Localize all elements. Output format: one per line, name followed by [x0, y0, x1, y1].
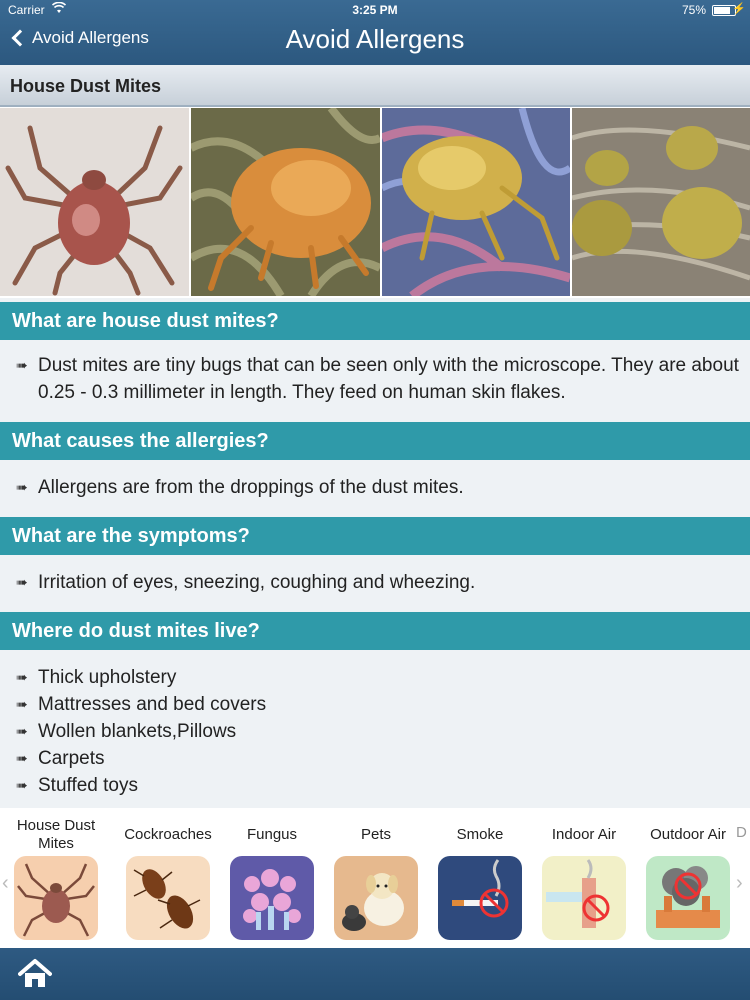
bullet-text: Thick upholstery: [38, 667, 177, 688]
category-cockroaches[interactable]: [116, 808, 220, 948]
indoor-air-icon: [542, 856, 626, 940]
category-indoor-air[interactable]: [532, 808, 636, 948]
category-house-dust-mites[interactable]: [4, 808, 108, 948]
arrow-bullet-icon: ➠: [16, 777, 28, 793]
home-icon: [18, 958, 52, 990]
chevron-right-icon[interactable]: ›: [736, 872, 743, 894]
category-fungus[interactable]: [220, 808, 324, 948]
section-header: [0, 65, 750, 107]
bottom-bar: [0, 948, 750, 1000]
arrow-bullet-icon: ➠: [16, 723, 28, 739]
answer-block-3: [0, 569, 750, 596]
bullet-text: Stuffed toys: [38, 775, 138, 796]
arrow-bullet-icon: ➠: [16, 574, 28, 590]
home-button[interactable]: [18, 958, 52, 990]
bullet-text: Dust mites are tiny bugs that can be seen only with the microscope. They are about 0.25 - 0.3 millimeter in length. They feed on human skin flakes.: [38, 355, 739, 403]
arrow-bullet-icon: ➠: [16, 696, 28, 712]
answer-block-2: [0, 474, 750, 501]
answer-block-1: [0, 352, 750, 406]
category-overflow-label[interactable]: D: [736, 824, 747, 841]
bullet-text: Allergens are from the droppings of the dust mites.: [38, 477, 464, 498]
dust-mite-illustration-image: [0, 108, 189, 296]
battery-percent: 75%: [681, 3, 706, 17]
status-bar: [0, 0, 750, 20]
question-text-2: What causes the allergies?: [12, 429, 269, 452]
question-header-3: [0, 517, 750, 555]
question-text-4: Where do dust mites live?: [12, 619, 260, 642]
category-label: Smoke: [456, 826, 504, 843]
bullet-text: Wollen blankets,Pillows: [38, 721, 237, 742]
arrow-bullet-icon: ➠: [16, 669, 28, 685]
arrow-bullet-icon: ➠: [16, 750, 28, 766]
status-time: 3:25 PM: [352, 3, 398, 17]
fungus-icon: [230, 856, 314, 940]
smoke-icon: [438, 856, 522, 940]
image-strip: [0, 108, 750, 298]
answer-block-4: [0, 664, 750, 799]
cockroach-icon: [126, 856, 210, 940]
category-carousel: [0, 808, 750, 948]
question-text-3: What are the symptoms?: [12, 524, 250, 547]
category-label: Indoor Air: [551, 826, 617, 843]
back-button-label: Avoid Allergens: [32, 28, 149, 47]
category-outdoor-air[interactable]: [636, 808, 740, 948]
list-item: [16, 474, 740, 501]
dust-mite-icon: [14, 856, 98, 940]
section-title: House Dust Mites: [10, 76, 162, 96]
list-item: [16, 745, 740, 772]
category-label: Outdoor Air: [650, 826, 726, 843]
question-header-4: [0, 612, 750, 650]
pets-icon: [334, 856, 418, 940]
question-text-1: What are house dust mites?: [12, 309, 279, 332]
category-smoke[interactable]: [428, 808, 532, 948]
category-label: House Dust Mites: [16, 817, 96, 852]
page-title: Avoid Allergens: [285, 24, 465, 54]
carrier-label: Carrier: [8, 3, 45, 17]
dust-mite-micrograph-image-1: [191, 108, 380, 296]
outdoor-air-icon: [646, 856, 730, 940]
list-item: [16, 569, 740, 596]
bullet-text: Irritation of eyes, sneezing, coughing and wheezing.: [38, 572, 476, 593]
content-area: [0, 298, 750, 808]
list-item: [16, 772, 740, 799]
bullet-text: Carpets: [38, 748, 105, 769]
arrow-bullet-icon: ➠: [16, 479, 28, 495]
dust-mite-micrograph-image-2: [382, 108, 570, 296]
chevron-left-icon[interactable]: ‹: [2, 872, 9, 894]
question-header-1: [0, 302, 750, 340]
category-label: Pets: [360, 826, 391, 843]
bullet-text: Mattresses and bed covers: [38, 694, 267, 715]
list-item: [16, 352, 740, 406]
dust-mite-micrograph-image-3: [572, 108, 750, 296]
list-item: [16, 664, 740, 691]
arrow-bullet-icon: ➠: [16, 357, 28, 373]
list-item: [16, 691, 740, 718]
category-label: Fungus: [246, 826, 298, 843]
top-bar: [0, 0, 750, 65]
question-header-2: [0, 422, 750, 460]
list-item: [16, 718, 740, 745]
charging-icon: ⚡: [732, 3, 746, 15]
category-label: Cockroaches: [124, 826, 212, 843]
category-pets[interactable]: [324, 808, 428, 948]
